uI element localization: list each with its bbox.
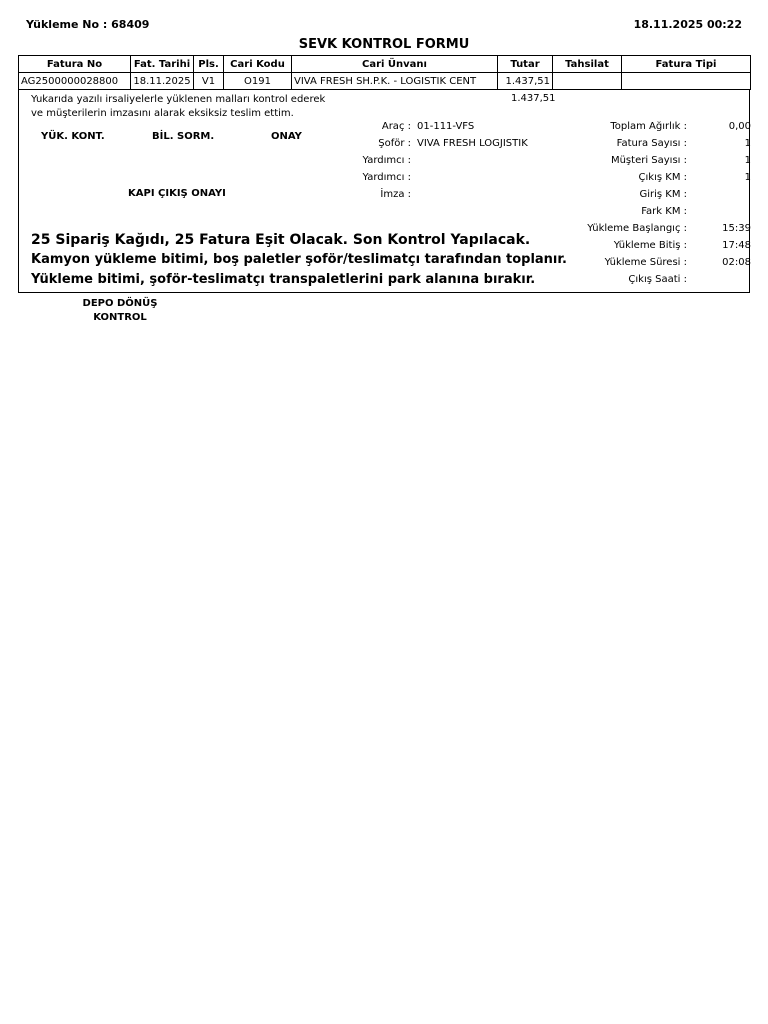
- summary-value: 17:48: [722, 240, 751, 251]
- summary-customer-count: [559, 154, 759, 168]
- cell-collection: [553, 73, 622, 90]
- cell-invoice-type: [622, 73, 751, 90]
- subtotal-amount: 1.437,51: [511, 93, 556, 104]
- assistant-2-label: Yardımcı :: [362, 172, 411, 183]
- loading-number-value: 68409: [111, 18, 150, 31]
- summary-label: Yükleme Başlangıç :: [587, 223, 687, 234]
- summary-loading-start: [559, 222, 759, 236]
- summary-value: 15:39: [722, 223, 751, 234]
- summary-exit-time: [559, 273, 759, 287]
- depot-return-control: [72, 297, 168, 325]
- summary-value: 1: [744, 155, 751, 166]
- assistant-1-label: Yardımcı :: [362, 155, 411, 166]
- col-header-amount: Tutar: [498, 56, 553, 73]
- summary-label: Çıkış KM :: [638, 172, 687, 183]
- invoice-table: [18, 55, 751, 90]
- form-body: [18, 90, 750, 293]
- loading-number-label: Yükleme No :: [26, 18, 108, 31]
- notice-line: 25 Sipariş Kağıdı, 25 Fatura Eşit Olacak. Son Kontrol Yapılacak.: [31, 232, 531, 248]
- summary-label: Fatura Sayısı :: [616, 138, 687, 149]
- cell-invoice-no: AG2500000028800: [19, 73, 131, 90]
- declaration-line-2: ve müşterilerin imzasını alarak eksiksiz teslim ettim.: [31, 108, 294, 119]
- col-header-invoice-no: Fatura No: [19, 56, 131, 73]
- summary-entry-km: [559, 188, 759, 202]
- col-header-invoice-date: Fat. Tarihi: [131, 56, 194, 73]
- vehicle-label: Araç :: [381, 121, 411, 132]
- gate-exit-approval: KAPI ÇIKIŞ ONAYI: [128, 188, 226, 199]
- table-header-row: [19, 56, 751, 73]
- summary-loading-end: [559, 239, 759, 253]
- cell-account-title: VIVA FRESH SH.P.K. - LOGISTIK CENT: [292, 73, 498, 90]
- driver-label: Şoför :: [378, 138, 411, 149]
- notice-line: Kamyon yükleme bitimi, boş paletler şoför/teslimatçı tarafından toplanır.: [31, 252, 567, 267]
- summary-value: 1: [744, 172, 751, 183]
- notice-line: Yükleme bitimi, şoför-teslimatçı transpaletlerini park alanına bırakır.: [31, 272, 536, 287]
- summary-label: Yükleme Bitiş :: [613, 240, 687, 251]
- col-header-account-title: Cari Ünvanı: [292, 56, 498, 73]
- driver-value: VIVA FRESH LOGJISTIK: [417, 138, 528, 149]
- vehicle-value: 01-111-VFS: [417, 121, 475, 132]
- depot-return-line-2: KONTROL: [93, 312, 147, 323]
- print-datetime: 18.11.2025 00:22: [633, 18, 742, 31]
- signature-onay: ONAY: [271, 131, 302, 142]
- summary-label: Müşteri Sayısı :: [610, 155, 687, 166]
- cell-amount: 1.437,51: [498, 73, 553, 90]
- cell-invoice-date: 18.11.2025: [131, 73, 194, 90]
- summary-label: Toplam Ağırlık :: [610, 121, 687, 132]
- summary-label: Yükleme Süresi :: [604, 257, 687, 268]
- summary-invoice-count: [559, 137, 759, 151]
- signature-yuk-kont: YÜK. KONT.: [41, 131, 105, 142]
- declaration-line-1: Yukarıda yazılı irsaliyelerle yüklenen malları kontrol ederek: [31, 94, 326, 105]
- cell-pls: V1: [194, 73, 224, 90]
- summary-label: Giriş KM :: [639, 189, 687, 200]
- col-header-invoice-type: Fatura Tipi: [622, 56, 751, 73]
- signature-label: İmza :: [380, 189, 411, 200]
- summary-label: Çıkış Saati :: [628, 274, 687, 285]
- depot-return-line-1: DEPO DÖNÜŞ: [82, 298, 158, 309]
- summary-value: 02:08: [722, 257, 751, 268]
- summary-total-weight: [559, 120, 759, 134]
- loading-number: [26, 18, 149, 31]
- form-title: SEVK KONTROL FORMU: [298, 37, 470, 52]
- declaration-text: [31, 93, 325, 121]
- summary-exit-km: [559, 171, 759, 185]
- summary-loading-duration: [559, 256, 759, 270]
- cell-account-code: O191: [224, 73, 292, 90]
- signature-bil-sorm: BİL. SORM.: [152, 131, 215, 142]
- col-header-pls: Pls.: [194, 56, 224, 73]
- col-header-collection: Tahsilat: [553, 56, 622, 73]
- col-header-account-code: Cari Kodu: [224, 56, 292, 73]
- summary-value: 0,00: [728, 121, 751, 132]
- summary-label: Fark KM :: [641, 206, 687, 217]
- table-row: [19, 73, 751, 90]
- summary-value: 1: [744, 138, 751, 149]
- summary-diff-km: [559, 205, 759, 219]
